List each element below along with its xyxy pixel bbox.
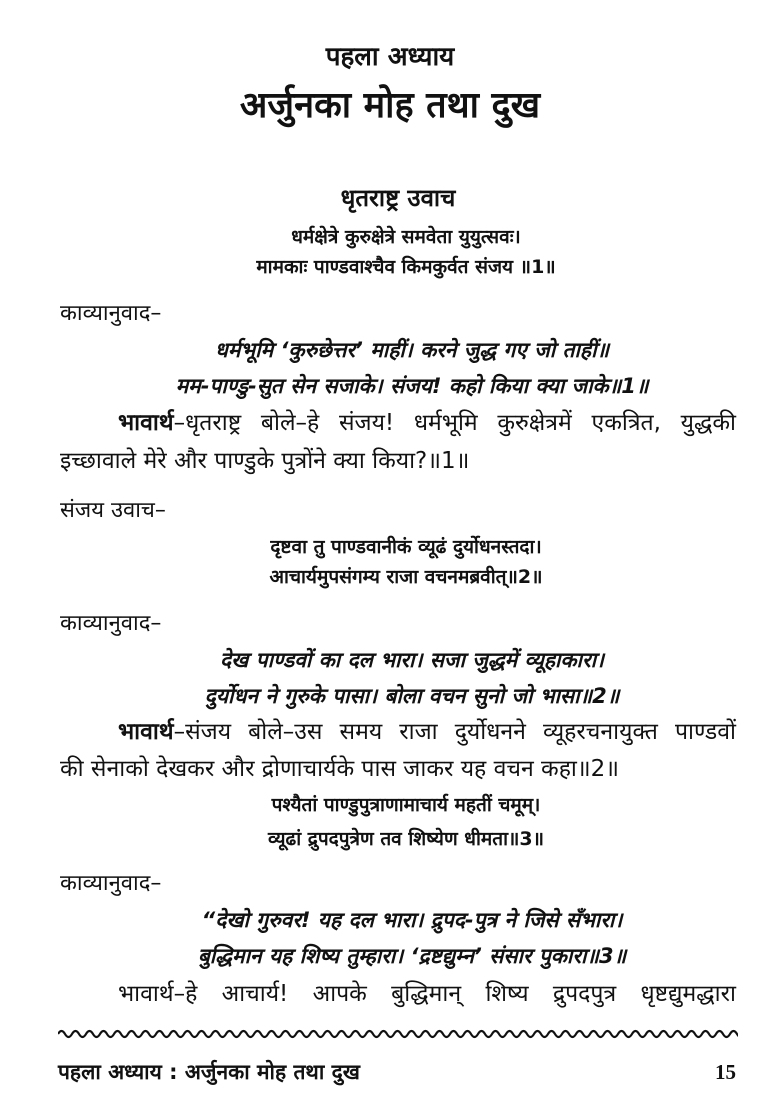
kavyanuvad-label: काव्यानुवाद– — [60, 611, 162, 636]
wavy-divider — [58, 1026, 738, 1042]
bhavarth-line — [118, 721, 736, 744]
bhavarth-label: भावार्थ — [118, 410, 174, 436]
speaker-heading: संजय उवाच– — [60, 498, 166, 523]
sloka-line: पश्यैतां पाण्डुपुत्राणामाचार्य महतीं चमूम्। — [271, 794, 541, 816]
sloka-line: दृष्टवा तु पाण्डवानीकं व्यूढं दुर्योधनस्तदा। — [270, 536, 542, 558]
bhavarth-line: इच्छावाले मेरे और पाण्डुके पुत्रोंने क्या किया?॥1॥ — [60, 448, 470, 474]
kavya-line: बुद्धिमान यह शिष्य तुम्हारा। ‘द्रष्टद्युम्न’ संसार पुकारा॥3॥ — [197, 944, 627, 968]
kavya-line: देख पाण्डवों का दल भारा। सजा जुद्धमें व्यूहाकारा। — [220, 648, 604, 672]
kavyanuvad-label: काव्यानुवाद– — [60, 301, 162, 326]
running-footer: पहला अध्याय : अर्जुनका मोह तथा दुख — [58, 1060, 360, 1084]
bhavarth-line: की सेनाको देखकर और द्रोणाचार्यके पास जाकर यह वचन कहा॥2॥ — [60, 756, 620, 782]
bhavarth-label: भावार्थ — [118, 719, 174, 745]
chapter-label: पहला अध्याय — [325, 42, 455, 72]
bhavarth-line — [118, 412, 736, 435]
bhavarth-text: –संजय बोले–उस समय राजा दुर्योधनने व्यूहरचनायुक्त पाण्डवों — [173, 719, 736, 745]
bhavarth-text: –धृतराष्ट्र बोले–हे संजय! धर्मभूमि कुरुक्षेत्रमें एकत्रित, युद्धकी — [173, 410, 736, 436]
kavyanuvad-label: काव्यानुवाद– — [60, 871, 162, 896]
chapter-title: अर्जुनका मोह तथा दुख — [239, 85, 541, 126]
kavya-line: धर्मभूमि ‘कुरुछेत्तर’ माहीं। करने जुद्ध गए जो ताहीं॥ — [214, 338, 610, 362]
bhavarth-line — [118, 983, 736, 1006]
kavya-line: मम-पाण्डु-सुत सेन सजाके। संजय! कहो किया क्या जाके॥1॥ — [175, 374, 649, 398]
bhavarth-text: –हे आचार्य! आपके बुद्धिमान् शिष्य द्रुपदपुत्र धृष्टद्युमद्धारा — [173, 981, 736, 1007]
page-number: 15 — [715, 1060, 736, 1084]
bhavarth-label: भावार्थ — [118, 981, 174, 1007]
kavya-line: “देखो गुरुवर! यह दल भारा। द्रुपद-पुत्र ने जिसे सँभारा। — [201, 908, 623, 932]
sloka-line: मामकाः पाण्डवाश्चैव किमकुर्वत संजय ॥1॥ — [256, 256, 556, 278]
sloka-line: आचार्यमुपसंगम्य राजा वचनमब्रवीत्॥2॥ — [269, 566, 543, 588]
sloka-line: धर्मक्षेत्रे कुरुक्षेत्रे समवेता युयुत्सवः। — [291, 226, 521, 248]
speaker-heading: धृतराष्ट्र उवाच — [340, 184, 456, 212]
sloka-line: व्यूढां द्रुपदपुत्रेण तव शिष्येण धीमता॥3॥ — [267, 828, 545, 850]
kavya-line: दुर्योधन ने गुरुके पासा। बोला वचन सुनो जो भासा॥2॥ — [204, 684, 620, 708]
